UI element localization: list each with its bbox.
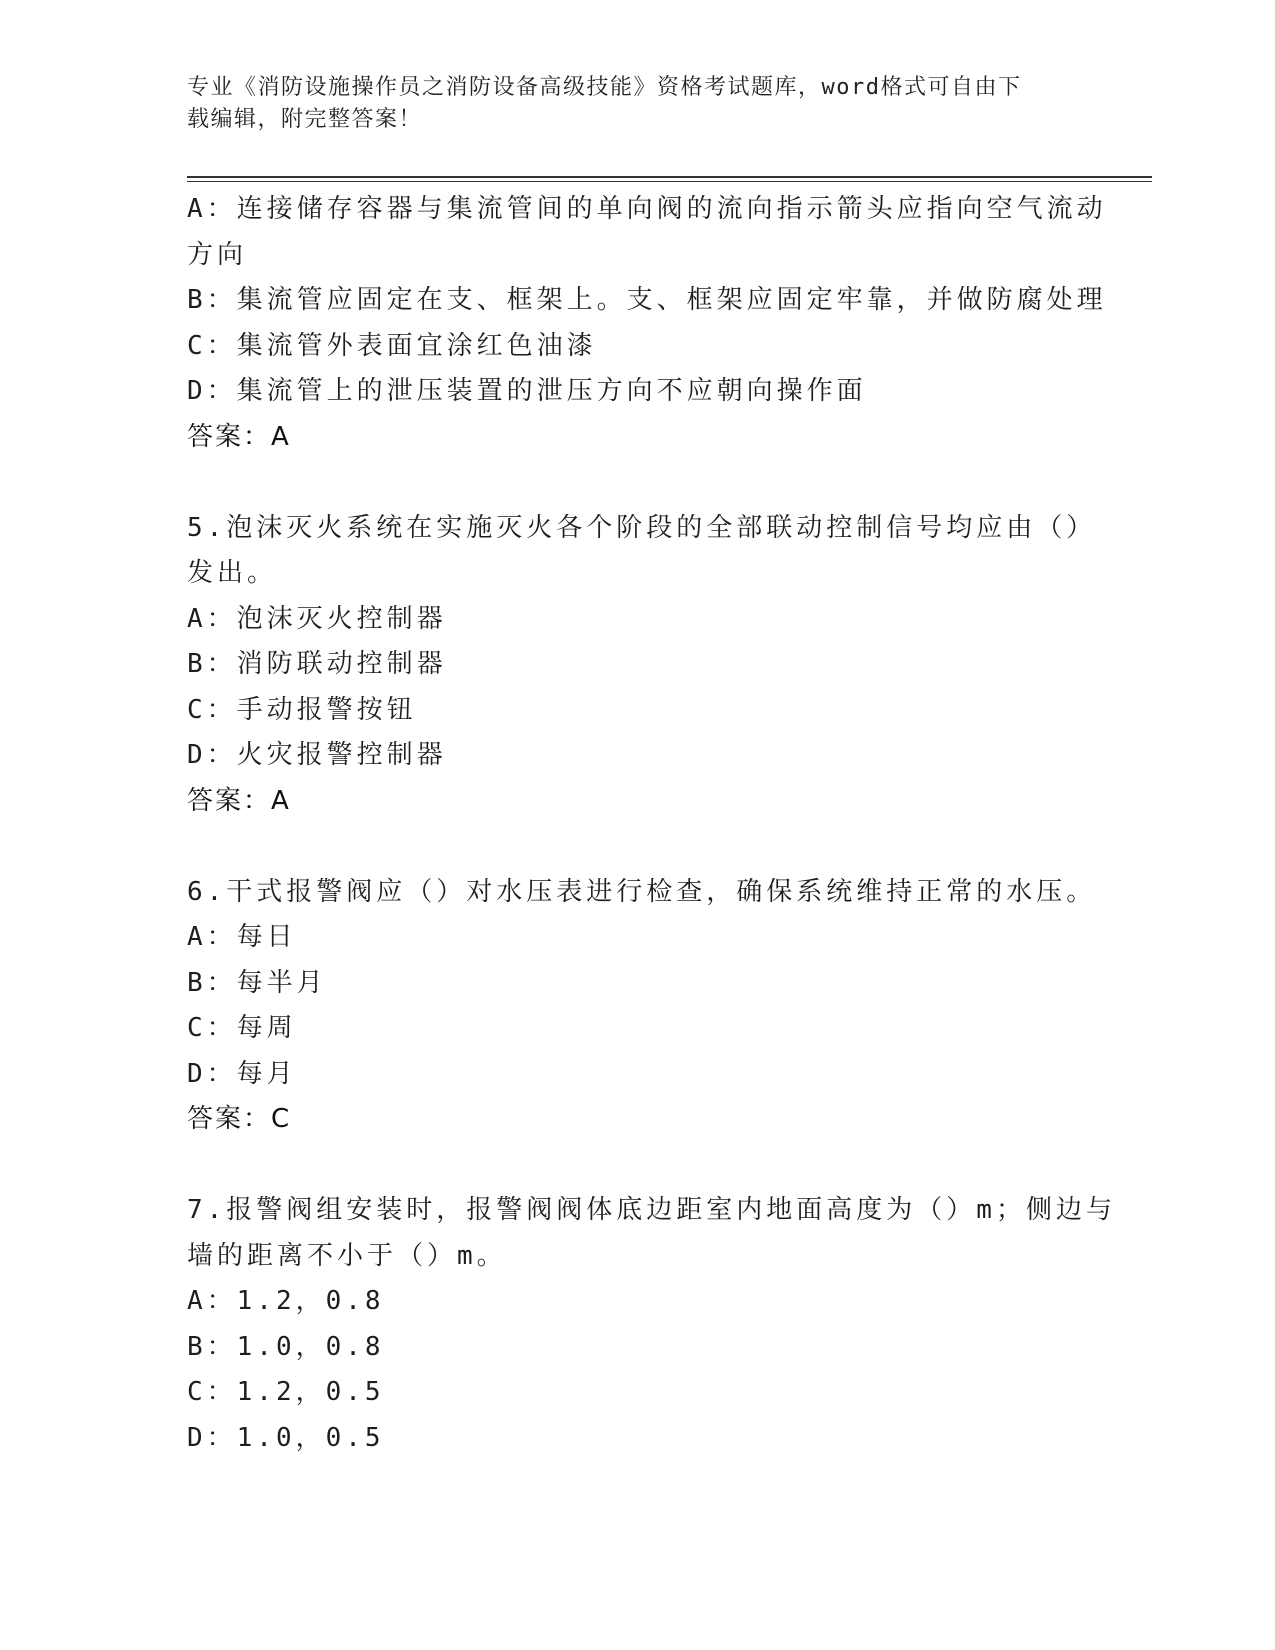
answer: 答案：A <box>187 785 291 816</box>
question-text-line-2: 墙的距离不小于（）m。 <box>187 1240 507 1271</box>
option-a-line-1: A：连接储存容器与集流管间的单向阀的流向指示箭头应指向空气流动 <box>187 194 1107 224</box>
option-a: A：1.2，0.8 <box>187 1286 385 1316</box>
question-text-line-2: 发出。 <box>187 558 278 588</box>
option-b: B：每半月 <box>187 967 327 998</box>
option-b: B：消防联动控制器 <box>187 649 447 679</box>
option-d: D：每月 <box>187 1058 297 1089</box>
spacer <box>187 460 1077 506</box>
option-a: A：每日 <box>187 922 297 952</box>
answer: 答案：A <box>187 421 291 452</box>
question-5 <box>187 506 1097 825</box>
question-text-line-1: 5.泡沫灭火系统在实施灭火各个阶段的全部联动控制信号均应由（） <box>187 512 1097 543</box>
option-d: D：集流管上的泄压装置的泄压方向不应朝向操作面 <box>187 376 867 406</box>
document-header <box>187 72 1067 136</box>
header-line-2: 载编辑，附完整答案！ <box>187 107 423 132</box>
question-7 <box>187 1188 1116 1461</box>
option-a: A：泡沫灭火控制器 <box>187 603 447 634</box>
header-line-1: 专业《消防设施操作员之消防设备高级技能》资格考试题库，word格式可自由下 <box>187 75 1022 100</box>
option-c: C：每周 <box>187 1013 297 1043</box>
option-a-line-2: 方向 <box>187 239 248 270</box>
spacer <box>187 824 1077 870</box>
question-4 <box>187 187 1107 460</box>
question-text-line-1: 7.报警阀组安装时，报警阀阀体底边距室内地面高度为（）m；侧边与 <box>187 1195 1116 1225</box>
option-b: B：集流管应固定在支、框架上。支、框架应固定牢靠，并做防腐处理 <box>187 285 1107 315</box>
header-divider-thin <box>187 181 1152 182</box>
option-c: C：1.2，0.5 <box>187 1377 385 1407</box>
question-text: 6.干式报警阀应（）对水压表进行检查，确保系统维持正常的水压。 <box>187 876 1097 907</box>
option-c: C：集流管外表面宜涂红色油漆 <box>187 330 597 361</box>
spacer <box>187 1143 1077 1189</box>
option-d: D：1.0，0.5 <box>187 1422 385 1453</box>
answer: 答案：C <box>187 1104 292 1134</box>
question-list <box>187 187 1116 1461</box>
option-d: D：火灾报警控制器 <box>187 740 447 770</box>
option-c: C：手动报警按钮 <box>187 694 417 725</box>
header-divider-thick <box>187 176 1152 178</box>
question-6 <box>187 870 1097 1143</box>
option-b: B：1.0，0.8 <box>187 1331 385 1362</box>
